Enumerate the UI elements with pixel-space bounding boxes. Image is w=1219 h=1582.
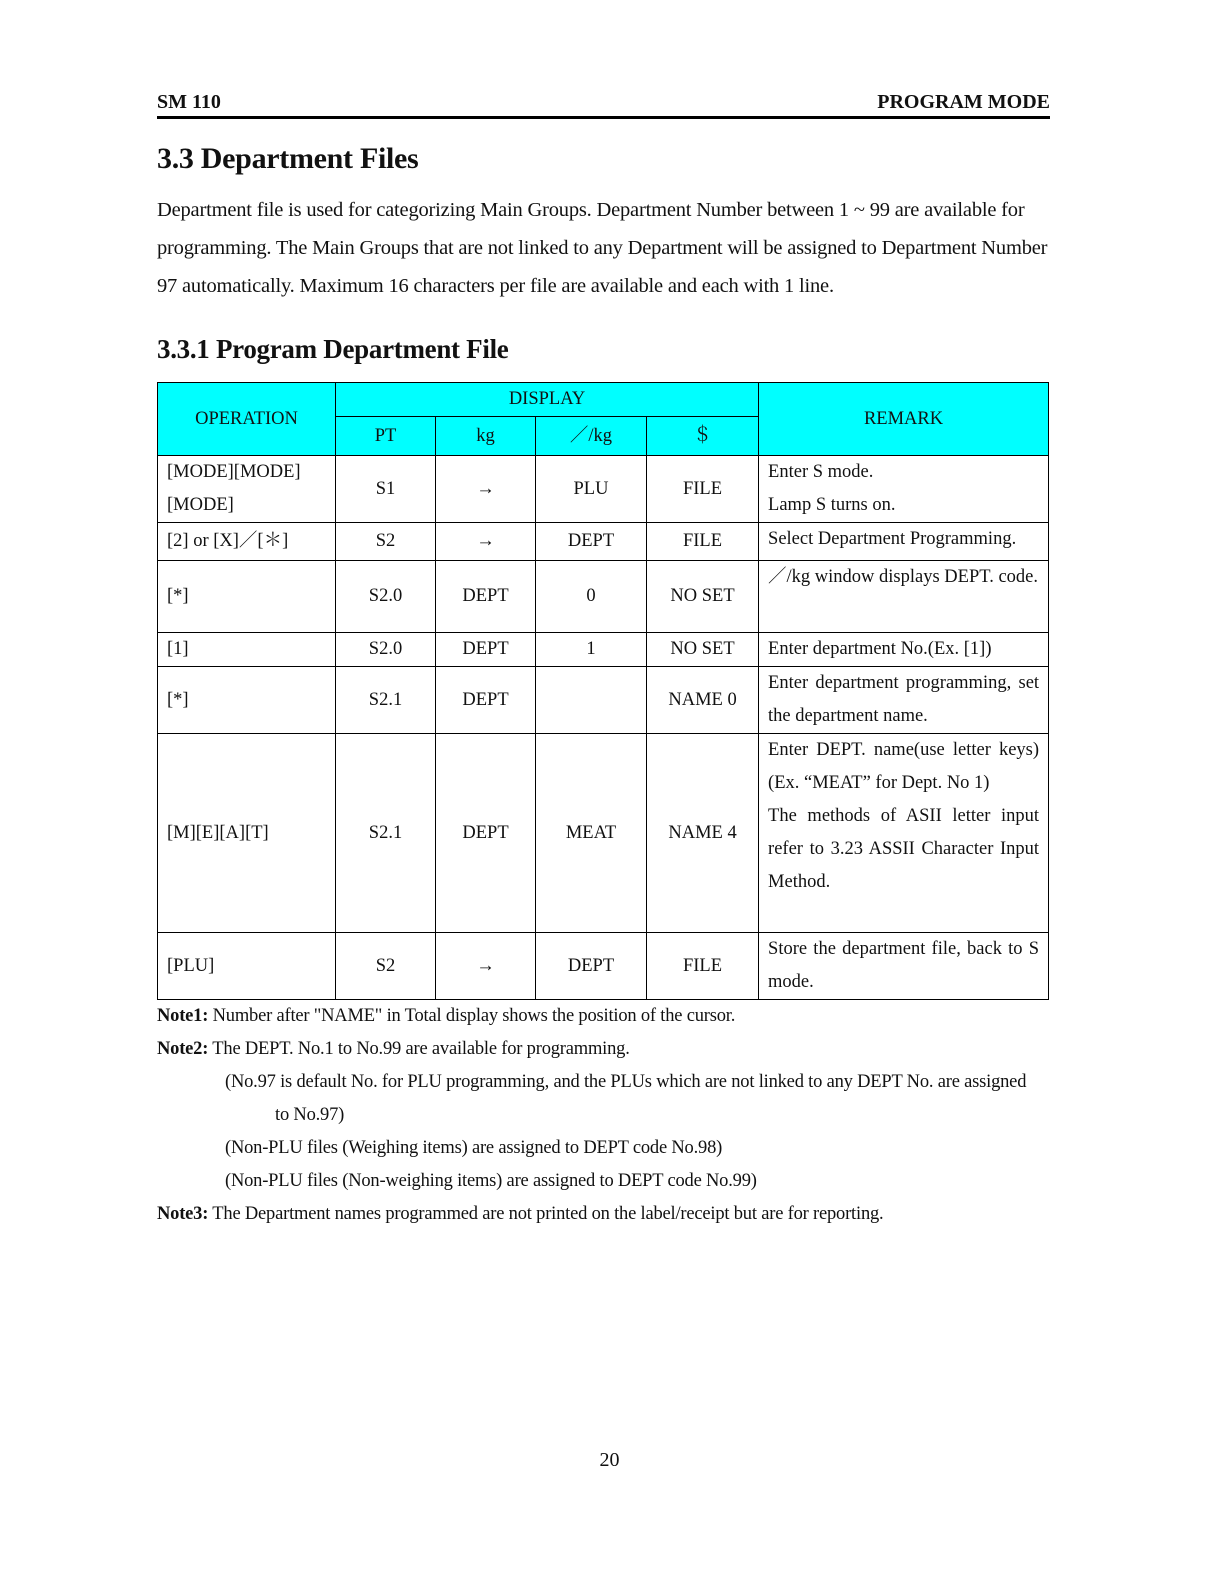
cell-total: NAME 0 xyxy=(647,667,759,734)
cell-remark: Store the department file, back to S mode. xyxy=(759,933,1049,1000)
page-number: 20 xyxy=(599,1449,620,1471)
header-model: SM 110 xyxy=(157,91,221,113)
cell-total: NO SET xyxy=(647,561,759,633)
cell-operation: [PLU] xyxy=(158,933,336,1000)
cell-pt: S1 xyxy=(336,456,436,523)
cell-remark: ／/kg window displays DEPT. code. xyxy=(759,561,1049,633)
header-per-kg: ／/kg xyxy=(536,417,647,456)
cell-kg: DEPT xyxy=(436,561,536,633)
cell-pt: S2 xyxy=(336,933,436,1000)
cell-kg: DEPT xyxy=(436,734,536,933)
cell-operation: [1] xyxy=(158,633,336,667)
cell-kg: DEPT xyxy=(436,667,536,734)
note-2-text: The DEPT. No.1 to No.99 are available for programming. xyxy=(208,1039,630,1059)
page-header xyxy=(157,88,1050,119)
table-row xyxy=(158,734,1049,933)
cell-kg: → xyxy=(436,456,536,523)
note-3-text: The Department names programmed are not printed on the label/receipt but are for reporting. xyxy=(208,1204,884,1224)
header-total: ＄ xyxy=(647,417,759,456)
table-row xyxy=(158,561,1049,633)
table-row xyxy=(158,933,1049,1000)
operation-table xyxy=(157,382,1049,1000)
note-2 xyxy=(157,1033,1050,1066)
cell-total: NO SET xyxy=(647,633,759,667)
cell-per-kg: DEPT xyxy=(536,933,647,1000)
cell-per-kg: MEAT xyxy=(536,734,647,933)
cell-total: FILE xyxy=(647,456,759,523)
document-page xyxy=(157,88,1050,1231)
cell-remark: Select Department Programming. xyxy=(759,523,1049,561)
cell-pt: S2.0 xyxy=(336,633,436,667)
table-row xyxy=(158,667,1049,734)
cell-operation: [*] xyxy=(158,561,336,633)
cell-kg: DEPT xyxy=(436,633,536,667)
table-row xyxy=(158,523,1049,561)
note-2-sub-2: (Non-PLU files (Weighing items) are assigned to DEPT code No.98) xyxy=(225,1138,723,1158)
cell-pt: S2.0 xyxy=(336,561,436,633)
cell-operation: [2] or [X]／[＊] xyxy=(158,523,336,561)
section-intro: Department file is used for categorizing Main Groups. Department Number between 1 ~ 99 are available for programming. The Main Groups that are not linked to any Department will be assigned to Department Number 97 automatically. Maximum 16 characters per file are available and each with 1 line. xyxy=(157,199,1048,297)
cell-kg: → xyxy=(436,523,536,561)
notes xyxy=(157,1000,1050,1231)
header-kg: kg xyxy=(436,417,536,456)
header-remark: REMARK xyxy=(759,383,1049,456)
cell-per-kg: 0 xyxy=(536,561,647,633)
cell-kg: → xyxy=(436,933,536,1000)
note-1-label: Note1: xyxy=(157,1006,209,1026)
note-2-sub-3: (Non-PLU files (Non-weighing items) are assigned to DEPT code No.99) xyxy=(225,1171,757,1191)
cell-operation: [*] xyxy=(158,667,336,734)
cell-operation: [MODE][MODE][MODE] xyxy=(158,456,336,523)
header-display: DISPLAY xyxy=(336,383,759,417)
cell-per-kg: 1 xyxy=(536,633,647,667)
cell-total: FILE xyxy=(647,933,759,1000)
cell-operation: [M][E][A][T] xyxy=(158,734,336,933)
note-1-text: Number after "NAME" in Total display shows the position of the cursor. xyxy=(208,1006,736,1026)
cell-pt: S2.1 xyxy=(336,667,436,734)
cell-total: FILE xyxy=(647,523,759,561)
note-3-label: Note3: xyxy=(157,1204,209,1224)
cell-per-kg: PLU xyxy=(536,456,647,523)
cell-remark: Enter DEPT. name(use letter keys)(Ex. “MEAT” for Dept. No 1) The methods of ASII letter input refer to 3.23 ASSII Character Input Method. xyxy=(759,734,1049,933)
table-body xyxy=(158,456,1049,1000)
cell-pt: S2 xyxy=(336,523,436,561)
section-title: 3.3 Department Files xyxy=(157,142,419,175)
table-row xyxy=(158,633,1049,667)
note-2-sub-1a: (No.97 is default No. for PLU programming, and the PLUs which are not linked to any DEPT No. are assigned xyxy=(225,1072,1027,1092)
cell-per-kg xyxy=(536,667,647,734)
note-1 xyxy=(157,1000,1050,1033)
subsection-title: 3.3.1 Program Department File xyxy=(157,334,509,364)
cell-remark: Enter S mode. Lamp S turns on. xyxy=(759,456,1049,523)
note-2-sub-1b: to No.97) xyxy=(275,1105,345,1125)
note-3 xyxy=(157,1198,1050,1231)
cell-per-kg: DEPT xyxy=(536,523,647,561)
table-row xyxy=(158,456,1049,523)
cell-total: NAME 4 xyxy=(647,734,759,933)
cell-remark: Enter department No.(Ex. [1]) xyxy=(759,633,1049,667)
cell-remark: Enter department programming, set the department name. xyxy=(759,667,1049,734)
header-operation: OPERATION xyxy=(158,383,336,456)
cell-pt: S2.1 xyxy=(336,734,436,933)
header-chapter: PROGRAM MODE xyxy=(877,91,1050,113)
header-pt: PT xyxy=(336,417,436,456)
note-2-label: Note2: xyxy=(157,1039,209,1059)
